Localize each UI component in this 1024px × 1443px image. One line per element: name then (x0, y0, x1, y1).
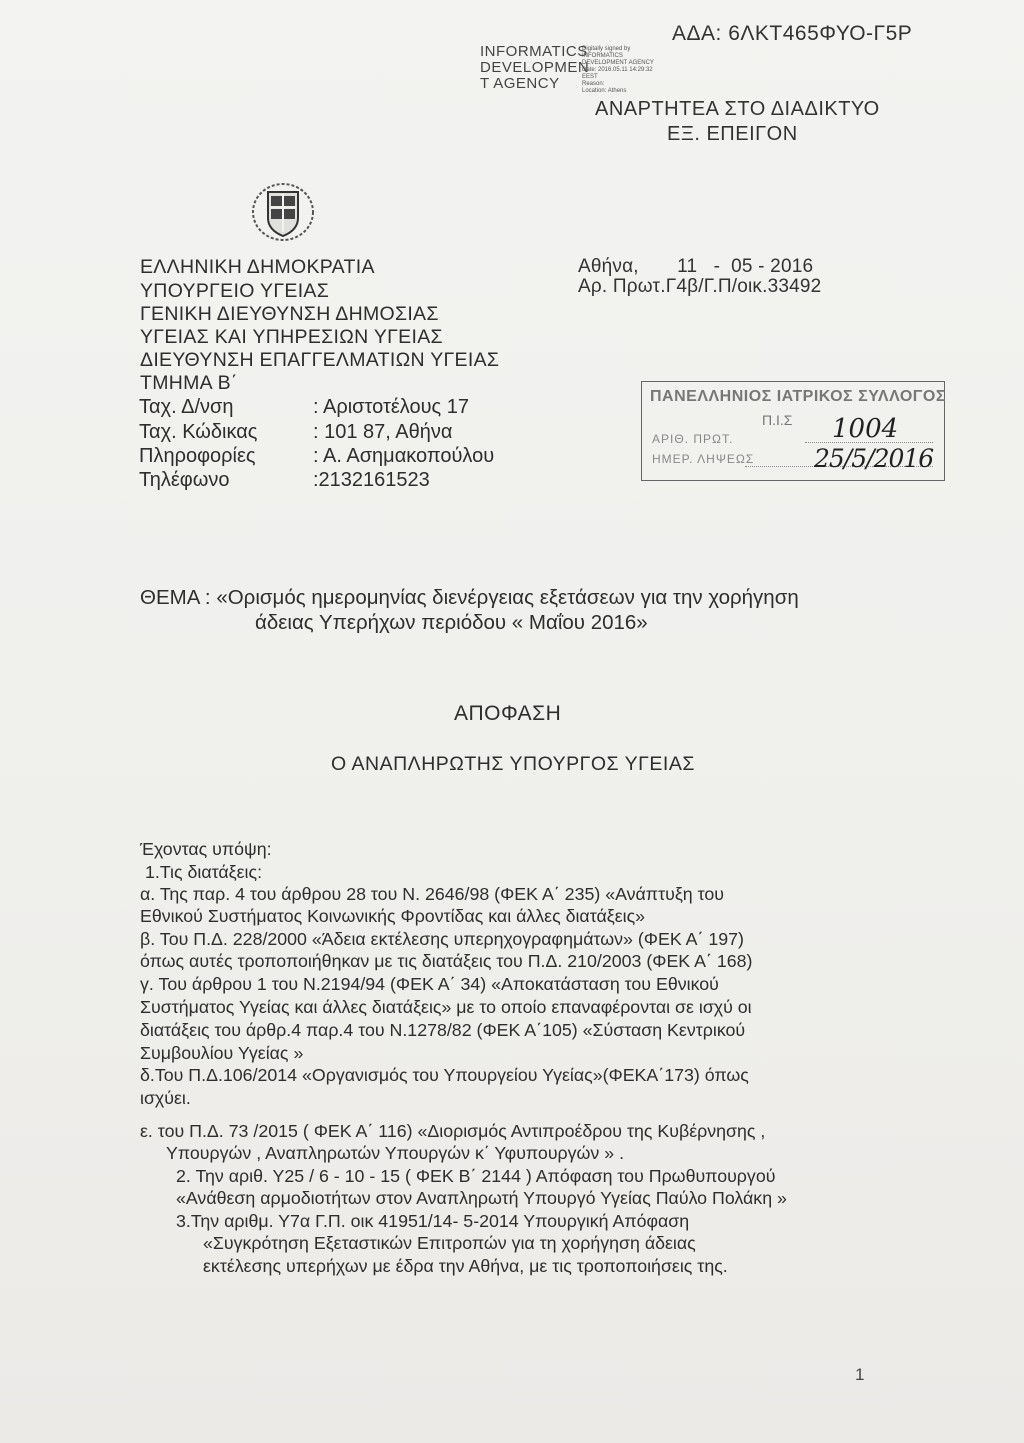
page-number: 1 (855, 1365, 865, 1384)
stamp-date-handwritten: 25/5/2016 (814, 444, 934, 473)
body-line: διατάξεις του άρθρ.4 παρ.4 του Ν.1278/82 (ΦΕΚ Α΄105) «Σύσταση Κεντρικού (140, 1020, 746, 1040)
body-line: ε. του Π.Δ. 73 /2015 ( ΦΕΚ Α΄ 116) «Διορισμός Αντιπροέδρου της Κυβέρνησης , (140, 1121, 766, 1141)
body-line: ισχύει. (140, 1088, 191, 1108)
place-date: Αθήνα, 11 - 05 - 2016 (578, 256, 814, 277)
body-line: 1.Τις διατάξεις: (145, 862, 263, 882)
signature-details (582, 46, 654, 95)
contact-info-value: : Α. Ασημακοπούλου (313, 445, 495, 467)
body-line: Συστήματος Υγείας και άλλες διατάξεις» με το οποίο επαναφέρονται σε ισχύ οι (140, 997, 752, 1017)
body-line: δ.Του Π.Δ.106/2014 «Οργανισμός του Υπουργείου Υγείας»(ΦΕΚΑ΄173) όπως (140, 1065, 749, 1085)
signature-detail-line: EEST (582, 74, 598, 80)
signature-signer (480, 44, 589, 92)
body-line: 2. Την αριθ. Υ25 / 6 - 10 - 15 ( ΦΕΚ Β΄ 2144 ) Απόφαση του Πρωθυπουργού (176, 1166, 776, 1186)
body-line: Εθνικού Συστήματος Κοινωνικής Φροντίδας και άλλες διατάξεις» (140, 906, 646, 926)
contact-address-label: Ταχ. Δ/νση (139, 396, 234, 418)
header-general-directorate: ΓΕΝΙΚΗ ΔΙΕΥΘΥΝΣΗ ΔΗΜΟΣΙΑΣ (140, 303, 439, 325)
contact-postcode-value: : 101 87, Αθήνα (313, 421, 453, 443)
urgency-notice: ΕΞ. ΕΠΕΙΓΟΝ (667, 123, 798, 145)
stamp-subtitle: Π.Ι.Σ (762, 412, 793, 428)
signature-detail-line: DEVELOPMENT AGENCY (582, 60, 654, 66)
subject-line-cont: άδειας Υπερήχων περιόδου « Μαΐου 2016» (255, 611, 648, 634)
body-line: γ. Του άρθρου 1 του Ν.2194/94 (ΦΕΚ Α΄ 34) «Αποκατάσταση του Εθνικού (140, 974, 719, 994)
signer-line: DEVELOPMEN (480, 59, 590, 76)
header-general-directorate-cont: ΥΓΕΙΑΣ ΚΑΙ ΥΠΗΡΕΣΙΩΝ ΥΓΕΙΑΣ (140, 326, 443, 348)
body-line: εκτέλεσης υπερήχων με έδρα την Αθήνα, με τις τροποποιήσεις της. (203, 1256, 728, 1276)
signer-line: T AGENCY (480, 75, 560, 92)
signature-detail-line: Location: Athens (582, 88, 627, 94)
signer-line: INFORMATICS (480, 43, 588, 60)
decision-title: ΑΠΟΦΑΣΗ (454, 702, 562, 725)
subject-line: ΘΕΜΑ : «Ορισμός ημερομηνίας διενέργειας εξετάσεων για την χορήγηση (140, 586, 799, 609)
body-intro: Έχοντας υπόψη: (140, 839, 272, 859)
body-line: α. Της παρ. 4 του άρθρου 28 του Ν. 2646/98 (ΦΕΚ Α΄ 235) «Ανάπτυξη του (140, 884, 725, 904)
greek-republic-emblem-icon (248, 178, 318, 244)
signature-detail-line: Reason: (582, 81, 605, 87)
stamp-title: ΠΑΝΕΛΛΗΝΙΟΣ ΙΑΤΡΙΚΟΣ ΣΥΛΛΟΓΟΣ (650, 388, 946, 405)
stamp-date-label: ΗΜΕΡ. ΛΗΨΕΩΣ (652, 452, 755, 466)
contact-info-label: Πληροφορίες (139, 445, 256, 467)
header-directorate: ΔΙΕΥΘΥΝΣΗ ΕΠΑΓΓΕΛΜΑΤΙΩΝ ΥΓΕΙΑΣ (140, 349, 500, 371)
header-country: ΕΛΛΗΝΙΚΗ ΔΗΜΟΚΡΑΤΙΑ (140, 256, 375, 278)
stamp-number-handwritten: 1004 (832, 414, 899, 444)
minister-title: Ο ΑΝΑΠΛΗΡΩΤΗΣ ΥΠΟΥΡΓΟΣ ΥΓΕΙΑΣ (331, 753, 695, 775)
body-line: «Συγκρότηση Εξεταστικών Επιτροπών για τη χορήγηση άδειας (203, 1233, 696, 1253)
signature-detail-line: INFORMATICS (582, 53, 623, 59)
body-line: β. Του Π.Δ. 228/2000 «Άδεια εκτέλεσης υπερηχογραφημάτων» (ΦΕΚ Α΄ 197) (140, 929, 744, 949)
body-line: Συμβουλίου Υγείας » (140, 1043, 304, 1063)
protocol-number: Αρ. Πρωτ.Γ4β/Γ.Π/οικ.33492 (578, 276, 822, 297)
body-line: «Ανάθεση αρμοδιοτήτων στον Αναπληρωτή Υπουργό Υγείας Παύλο Πολάκη » (176, 1188, 787, 1208)
signature-detail-line: Date: 2016.05.11 14:29:32 (582, 67, 653, 73)
signature-detail-line: Digitally signed by (582, 46, 631, 52)
contact-phone-value: :2132161523 (313, 469, 430, 491)
body-line: όπως αυτές τροποποιήθηκαν με τις διατάξεις του Π.Δ. 210/2003 (ΦΕΚ Α΄ 168) (140, 951, 753, 971)
posting-notice: ΑΝΑΡΤΗΤΕΑ ΣΤΟ ΔΙΑΔΙΚΤΥΟ (595, 98, 880, 120)
header-department: ΤΜΗΜΑ Β΄ (140, 372, 238, 394)
header-ministry: ΥΠΟΥΡΓΕΙΟ ΥΓΕΙΑΣ (140, 280, 330, 302)
contact-phone-label: Τηλέφωνο (139, 469, 230, 491)
body-line: Υπουργών , Αναπληρωτών Υπουργών κ΄ Υφυπουργών » . (166, 1143, 625, 1163)
contact-address-value: : Αριστοτέλους 17 (313, 396, 469, 418)
contact-postcode-label: Ταχ. Κώδικας (139, 421, 258, 443)
ada-code: ΑΔΑ: 6ΛΚΤ465ΦΥΟ-Γ5Ρ (672, 22, 913, 45)
body-line: 3.Την αριθμ. Υ7α Γ.Π. οικ 41951/14- 5-2014 Υπουργική Απόφαση (176, 1211, 690, 1231)
stamp-number-label: ΑΡΙΘ. ΠΡΩΤ. (652, 432, 734, 446)
